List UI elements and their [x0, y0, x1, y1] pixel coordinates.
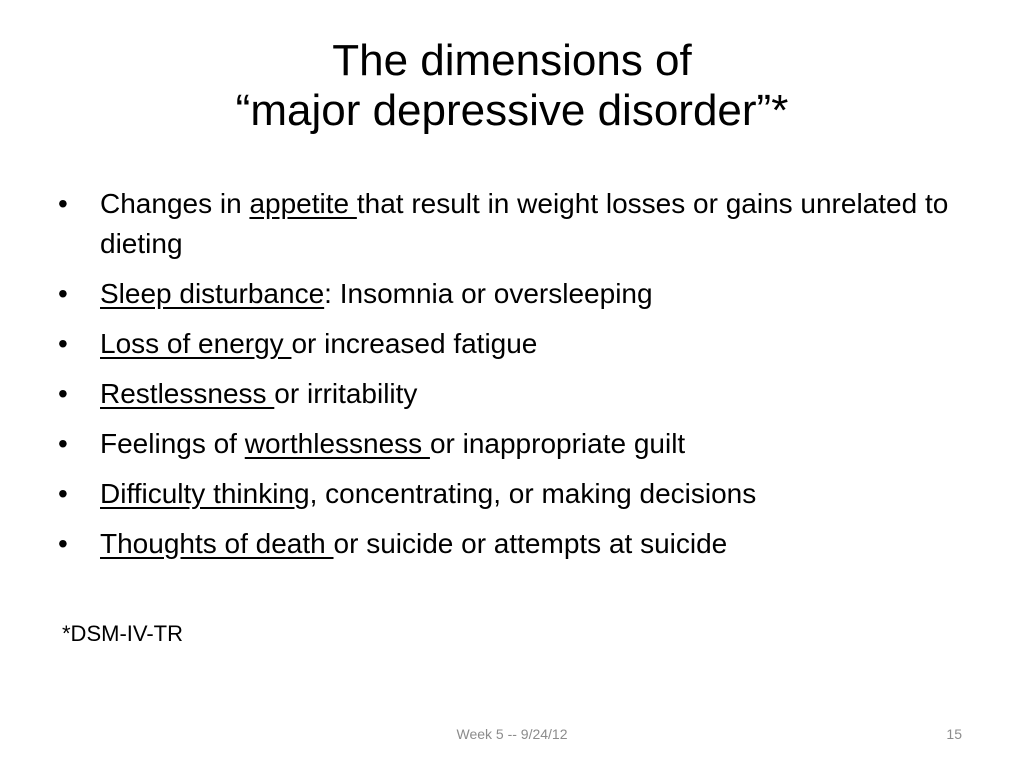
bullet-item-appetite [58, 184, 978, 264]
bullet-item-worthlessness [58, 424, 978, 464]
footer-date: Week 5 -- 9/24/12 [456, 726, 568, 742]
bullet-icon: • [58, 278, 68, 309]
bullet-icon: • [58, 378, 68, 409]
footnote: *DSM-IV-TR [62, 621, 183, 646]
bullet-text-post: or increased fatigue [291, 328, 538, 359]
bullet-icon: • [58, 528, 68, 559]
bullet-text-pre: Changes in [100, 188, 250, 219]
bullet-item-death [58, 524, 978, 564]
bullet-icon: • [58, 478, 68, 509]
bullet-text-underlined: Sleep disturbance [100, 278, 325, 309]
bullet-text-underlined: Thoughts of death [100, 528, 334, 559]
title-line-1: The dimensions of [332, 36, 692, 85]
bullet-text-post: or inappropriate guilt [429, 428, 686, 459]
bullet-text-underlined: appetite [249, 188, 357, 219]
bullet-list [58, 184, 978, 574]
bullet-text-post: or suicide or attempts at suicide [333, 528, 728, 559]
bullet-text-post: that result in weight losses or gains unrelated to dieting [100, 188, 949, 259]
bullet-icon: • [58, 428, 68, 459]
bullet-text-underlined: Restlessness [100, 378, 275, 409]
bullet-text-pre: Feelings of [100, 428, 245, 459]
page-number: 15 [946, 726, 962, 742]
bullet-text-underlined: Difficulty thinking [100, 478, 310, 509]
bullet-item-restlessness [58, 374, 978, 414]
slide-title [0, 36, 1024, 136]
bullet-text-underlined: worthlessness [244, 428, 430, 459]
bullet-item-thinking [58, 474, 978, 514]
bullet-item-sleep [58, 274, 978, 314]
bullet-item-energy [58, 324, 978, 364]
bullet-icon: • [58, 188, 68, 219]
title-line-2: “major depressive disorder”* [235, 86, 789, 135]
bullet-icon: • [58, 328, 68, 359]
bullet-text-post: : Insomnia or oversleeping [324, 278, 653, 309]
bullet-text-post: , concentrating, or making decisions [309, 478, 757, 509]
bullet-text-post: or irritability [274, 378, 418, 409]
bullet-text-underlined: Loss of energy [100, 328, 292, 359]
